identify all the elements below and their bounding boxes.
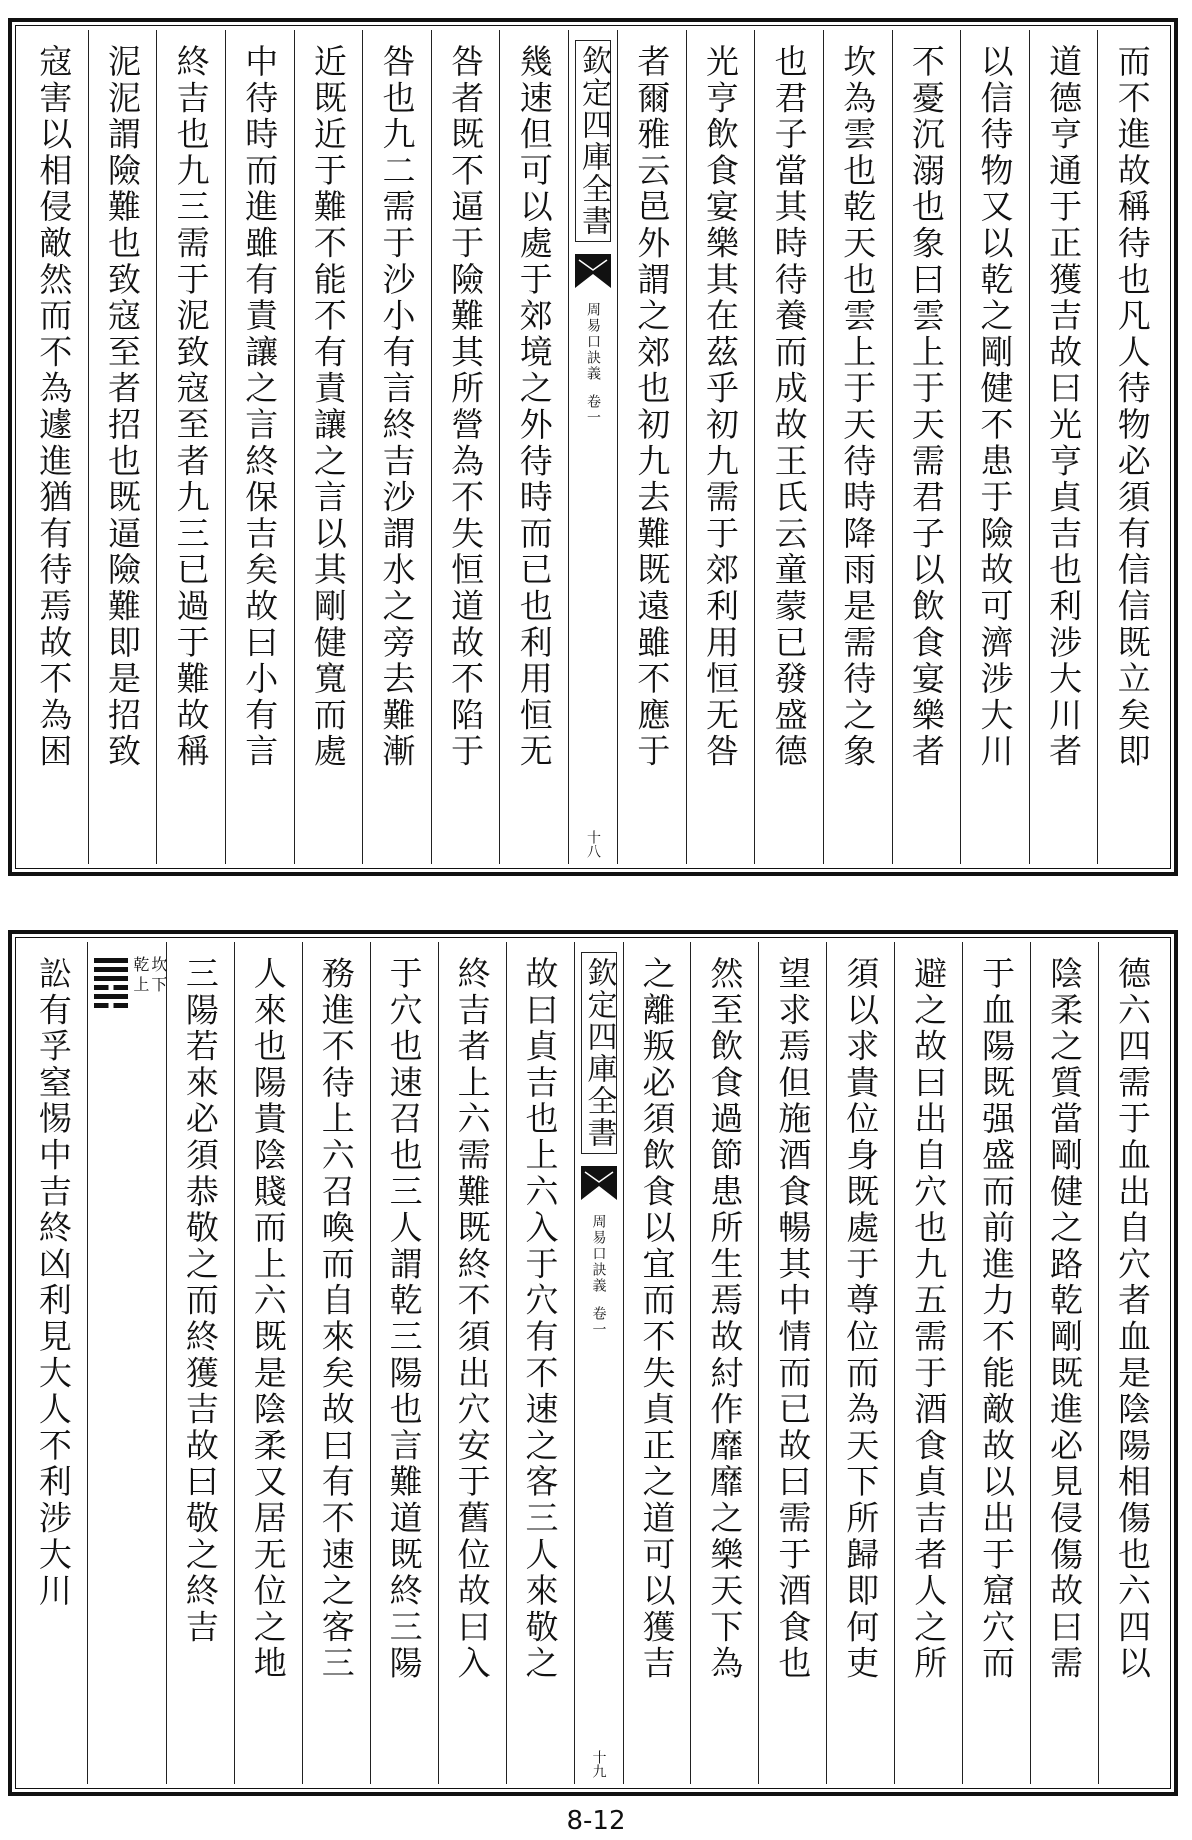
text-column: 務進不待上六召喚而自來矣故曰有不速之客三 [302, 942, 370, 1784]
lower-page-columns [20, 942, 1166, 1784]
text-column: 幾速但可以處于郊境之外待時而已也利用恒无 [499, 30, 568, 864]
book-title: 欽定四庫全書 [581, 952, 617, 1154]
song-hexagram-block [88, 942, 166, 1784]
fish-tail-mark-icon [573, 252, 613, 290]
text-column: 中待時而進雖有責讓之言終保吉矣故曰小有言 [225, 30, 294, 864]
text-column: 三陽若來必須恭敬之而終獲吉故曰敬之終吉 [166, 942, 234, 1784]
text-column: 者爾雅云邑外謂之郊也初九去難既遠雖不應于 [617, 30, 686, 864]
text-column: 之離叛必須飲食以宜而不失貞正之道可以獲吉 [623, 942, 691, 1784]
text-column: 人來也陽貴陰賤而上六既是陰柔又居无位之地 [234, 942, 302, 1784]
volume-number: 卷一 [590, 1306, 607, 1338]
text-column: 而不進故稱待也凡人待物必須有信信既立矣即 [1097, 30, 1166, 864]
yin-line [94, 985, 128, 990]
text-column: 近既近于難不能不有責讓之言以其剛健寬而處 [294, 30, 363, 864]
trigram-labels [132, 956, 166, 996]
lower-page [8, 930, 1178, 1796]
text-column: 須以求貴位身既處于尊位而為天下所歸即何吏 [826, 942, 894, 1784]
text-column: 不憂沉溺也象曰雲上于天需君子以飲食宴樂者 [892, 30, 961, 864]
text-column: 咎也九二需于沙小有言終吉沙謂水之旁去難漸 [362, 30, 431, 864]
upper-trigram-label: 乾上 [130, 956, 150, 996]
upper-page [8, 18, 1178, 876]
text-column: 于穴也速召也三人謂乾三陽也言難道既終三陽 [370, 942, 438, 1784]
center-fold-column [574, 942, 623, 1784]
lower-trigram-label: 坎下 [148, 956, 168, 996]
volume-title: 周易口訣義 [585, 302, 601, 382]
yang-line [94, 976, 128, 981]
text-column: 陰柔之質當剛健之路乾剛既進必見侵傷故曰需 [1030, 942, 1098, 1784]
hexagram-column [87, 942, 166, 1784]
book-title: 欽定四庫全書 [575, 40, 611, 242]
yang-line [94, 958, 128, 963]
text-column: 德六四需于血出自穴者血是陰陽相傷也六四以 [1098, 942, 1166, 1784]
text-column: 終吉也九三需于泥致寇至者九三已過于難故稱 [156, 30, 225, 864]
text-column: 望求焉但施酒食暢其中情而已故曰需于酒食也 [758, 942, 826, 1784]
text-column: 坎為雲也乾天也雲上于天待時降雨是需待之象 [823, 30, 892, 864]
volume-number: 卷一 [585, 394, 601, 426]
yin-line [94, 1003, 128, 1008]
text-column: 訟有孚窒惕中吉終凶利見大人不利涉大川 [33, 956, 73, 1610]
page-number: 8-12 [566, 1806, 626, 1836]
text-column: 終吉者上六需難既終不須出穴安于舊位故曰入 [438, 942, 506, 1784]
text-column: 光亨飲食宴樂其在茲乎初九需于郊利用恒无咎 [686, 30, 755, 864]
folio-number: 十八 [585, 830, 601, 859]
text-column: 故曰貞吉也上六入于穴有不速之客三人來敬之 [506, 942, 574, 1784]
upper-page-columns [20, 30, 1166, 864]
fish-tail-mark-icon [579, 1164, 619, 1202]
text-column: 咎者既不逼于險難其所營為不失恒道故不陷于 [431, 30, 500, 864]
yang-line [94, 994, 128, 999]
text-column: 道德亨通于正獲吉故曰光亨貞吉也利涉大川者 [1029, 30, 1098, 864]
text-column: 然至飲食過節患所生焉故紂作靡靡之樂天下為 [690, 942, 758, 1784]
text-column: 避之故曰出自穴也九五需于酒食貞吉者人之所 [894, 942, 962, 1784]
center-fold-column [568, 30, 617, 864]
text-column: 于血陽既强盛而前進力不能敵故以出于窟穴而 [962, 942, 1030, 1784]
song-hexagram-icon [94, 958, 128, 1008]
text-column: 也君子當其時待養而成故王氏云童蒙已發盛德 [754, 30, 823, 864]
text-column: 寇害以相侵敵然而不為遽進猶有待焉故不為困 [34, 44, 74, 770]
text-column: 以信待物又以乾之剛健不患于險故可濟涉大川 [960, 30, 1029, 864]
volume-title: 周易口訣義 [590, 1214, 607, 1294]
text-column: 泥泥謂險難也致寇至者招也既逼險難即是招致 [88, 30, 157, 864]
folio-number: 十九 [590, 1750, 607, 1779]
yang-line [94, 967, 128, 972]
